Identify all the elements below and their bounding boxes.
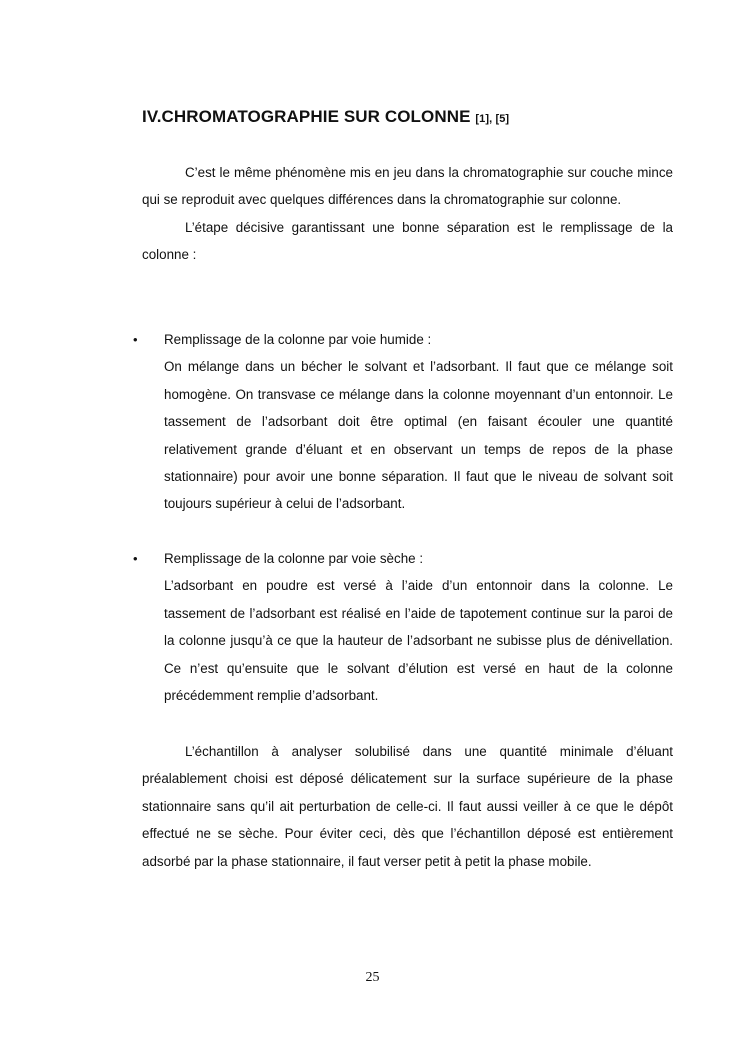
page-number: 25: [365, 970, 380, 985]
closing-block: [142, 738, 673, 875]
intro-paragraph-2: L’étape décisive garantissant une bonne séparation est le remplissage de la colonne :: [142, 219, 673, 263]
bullet-title-dry: Remplissage de la colonne par voie sèche :: [164, 551, 424, 566]
intro-paragraph-1: C’est le même phénomène mis en jeu dans la chromatographie sur couche mince qui se reproduit avec quelques différences dans la chromatographie sur colonne.: [142, 165, 673, 208]
section-title: IV.CHROMATOGRAPHIE SUR COLONNE: [142, 107, 471, 126]
bullet-item-dry-packing: [164, 545, 673, 709]
bullet-marker-2: •: [133, 551, 138, 566]
bullet-body-dry: L’adsorbant en poudre est versé à l’aide d’un entonnoir dans la colonne. Le tassement de l’adsorbant est réalisé en l’aide de tapotement continue sur la paroi de la colonne jusqu’à ce que la hauteur de l’adsorbant ne subisse plus de dénivellation. Ce n’est qu’ensuite que le solvant d’élution est versé en haut de la colonne précédemment remplie d’adsorbant.: [164, 578, 673, 704]
bullet-marker-1: •: [133, 332, 138, 347]
intro-block: [142, 159, 673, 269]
bullet-title-wet: Remplissage de la colonne par voie humide :: [164, 332, 432, 347]
section-heading: [142, 107, 509, 127]
bullet-item-wet-packing: [164, 326, 673, 518]
bullet-body-wet: On mélange dans un bécher le solvant et l’adsorbant. Il faut que ce mélange soit homogène. On transvase ce mélange dans la colonne moyennant d’un entonnoir. Le tassement de l’adsorbant doit être optimal (en faisant écouler une quantité relativement grande d’éluant et en observant un temps de repos de la phase stationnaire) pour avoir une bonne séparation. Il faut que le niveau de solvant soit toujours supérieur à celui de l’adsorbant.: [164, 359, 673, 512]
section-references: [1], [5]: [475, 113, 510, 125]
closing-paragraph: L’échantillon à analyser solubilisé dans une quantité minimale d’éluant préalablement choisi est déposé délicatement sur la surface supérieure de la phase stationnaire sans qu’il ait perturbation de celle-ci. Il faut aussi veiller à ce que le dépôt effectué ne se sèche. Pour éviter ceci, dès que l’échantillon déposé est entièrement adsorbé par la phase stationnaire, il faut verser petit à petit la phase mobile.: [142, 744, 673, 869]
